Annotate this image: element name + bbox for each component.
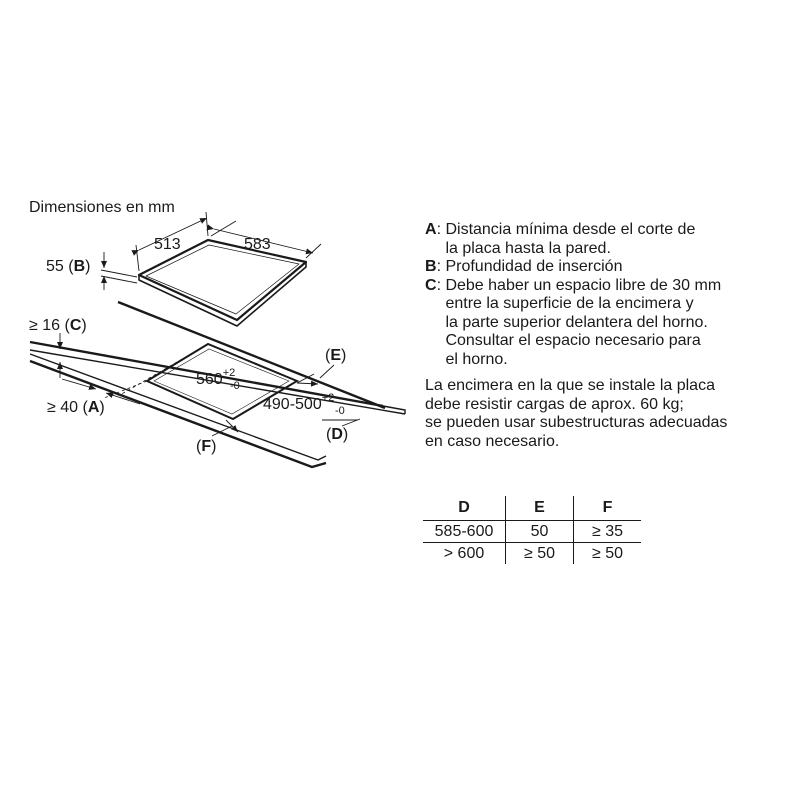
note-line: debe resistir cargas de aprox. 60 kg; [425, 395, 684, 413]
table-row [423, 521, 641, 543]
note-line: en caso necesario. [425, 432, 560, 450]
table-header-d: D [423, 496, 506, 521]
legend-line: la placa hasta la pared. [445, 239, 611, 257]
table-cell: > 600 [443, 544, 485, 562]
legend-item-c: C : Debe haber un espacio libre de 30 mm entre la superficie de la encimera y la parte superior delantera del horno. Consultar el espacio necesario para el horno. [425, 276, 722, 368]
insertion-depth-label: 55 (B) [46, 258, 91, 275]
legend-line: Distancia mínima desde el corte de [445, 221, 696, 238]
min-distance-label: ≥ 40 (A) [47, 399, 105, 416]
note-line: se pueden usar subestructuras adecuadas [425, 414, 728, 431]
table-header-row [423, 496, 641, 521]
hob-width-label: 513 [154, 236, 181, 253]
legend-line: Consultar el espacio necesario para [445, 332, 701, 349]
installation-diagram [0, 0, 410, 490]
legend-line: Profundidad de inserción [445, 258, 623, 275]
hob-depth-label: 583 [244, 236, 271, 253]
table-cell: ≥ 50 [506, 543, 574, 565]
dimension-f-label: (F) [196, 438, 217, 455]
legend-key: A [425, 221, 437, 238]
legend-key: B [425, 258, 437, 275]
cutout-width-tolerance-minus: -0 [230, 380, 240, 392]
legend-item-a: A : Distancia mínima desde el corte de la placa hasta la pared. [425, 221, 696, 257]
dimension-d-label: (D) [326, 426, 349, 443]
dimension-d-lines [322, 419, 360, 426]
table-cell: ≥ 50 [574, 543, 642, 565]
table-header-f: F [574, 496, 642, 521]
legend-line: Debe haber un espacio libre de 30 mm [445, 276, 722, 294]
note-line: La encimera en la que se instale la placa [425, 377, 715, 394]
legend-line: entre la superficie de la encimera y [445, 295, 694, 312]
table-header-e: E [506, 496, 574, 521]
legend-line: la parte superior delantera del horno. [445, 313, 708, 331]
dimension-e-label: (E) [325, 347, 347, 364]
dimension-table [423, 496, 641, 564]
legend-line: el horno. [445, 350, 508, 368]
insertion-depth-dimension [101, 252, 137, 290]
cutout-width-label: $560^{+2}$ [196, 367, 236, 388]
legend-key: C [425, 276, 437, 294]
cutout-depth-label: $490-500^{+2}$ [263, 392, 335, 413]
cutout-depth-tolerance-minus: -0 [335, 405, 345, 417]
legend [425, 221, 785, 369]
table-row [423, 543, 641, 565]
legend-item-b: B : Profundidad de inserción [425, 258, 623, 275]
table-cell: 50 [506, 521, 574, 543]
table-cell: 585-600 [423, 521, 506, 543]
load-note [425, 377, 727, 451]
table-cell: ≥ 35 [574, 521, 642, 543]
dimensions-title: Dimensiones en mm [29, 199, 175, 216]
wall-distance-label: ≥ 16 (C) [29, 317, 87, 334]
